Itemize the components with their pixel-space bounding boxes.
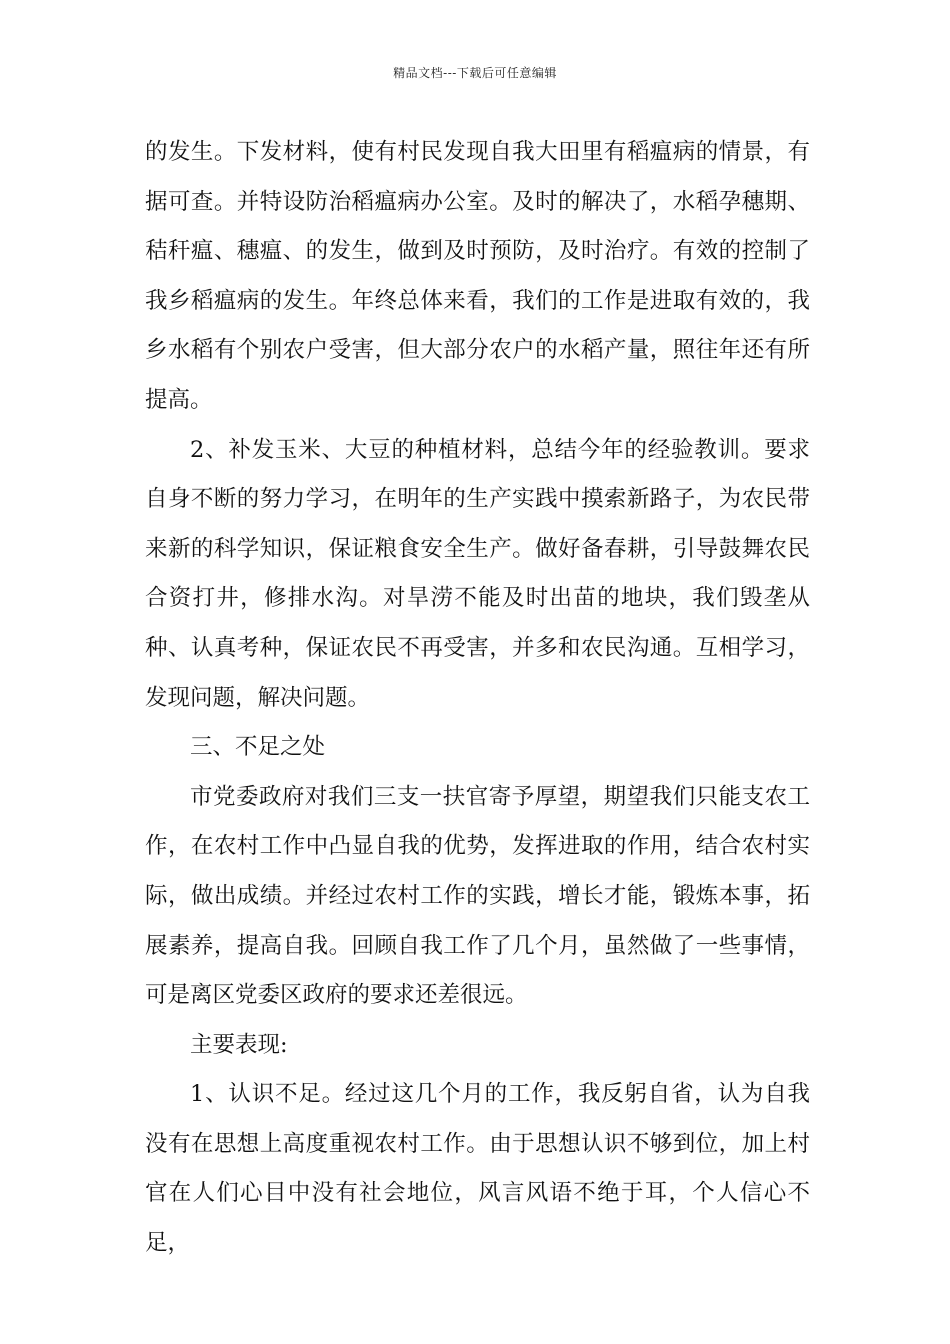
paragraph-insufficient-awareness: 1、认识不足。经过这几个月的工作，我反躬自省，认为自我没有在思想上高度重视农村工作。由于思想认识不够到位，加上村官在人们心目中没有社会地位，风言风语不绝于耳，个人信心不足， <box>145 1081 810 1257</box>
page-header: 精品文档---下载后可任意编辑 <box>393 66 557 80</box>
paragraph-corn-soybean: 2、补发玉米、大豆的种植材料，总结今年的经验教训。要求自身不断的努力学习，在明年的生产实践中摸索新路子，为农民带来新的科学知识，保证粮食安全生产。做好备春耕，引导鼓舞农民合资打井，修排水沟。对旱涝不能及时出苗的地块，我们毁垄从种、认真考种，保证农民不再受害，并多和农民沟通。互相学习，发现问题，解决问题。 <box>145 436 810 711</box>
document-body <box>145 128 810 1269</box>
section-heading-shortcomings: 三、不足之处 <box>190 734 326 761</box>
subheading-main-manifestations: 主要表现: <box>190 1031 288 1058</box>
paragraph-rice-blast: 的发生。下发材料，使有村民发现自我大田里有稻瘟病的情景，有据可查。并特设防治稻瘟病办公室。及时的解决了，水稻孕穗期、秸秆瘟、穗瘟、的发生，做到及时预防，及时治疗。有效的控制了我乡稻瘟病的发生。年终总体来看，我们的工作是进取有效的，我乡水稻有个别农户受害，但大部分农户的水稻产量，照往年还有所提高。 <box>145 139 810 413</box>
paragraph-expectations: 市党委政府对我们三支一扶官寄予厚望，期望我们只能支农工作，在农村工作中凸显自我的优势，发挥进取的作用，结合农村实际，做出成绩。并经过农村工作的实践，增长才能，锻炼本事，拓展素养，提高自我。回顾自我工作了几个月，虽然做了一些事情，可是离区党委区政府的要求还差很远。 <box>145 783 810 1009</box>
